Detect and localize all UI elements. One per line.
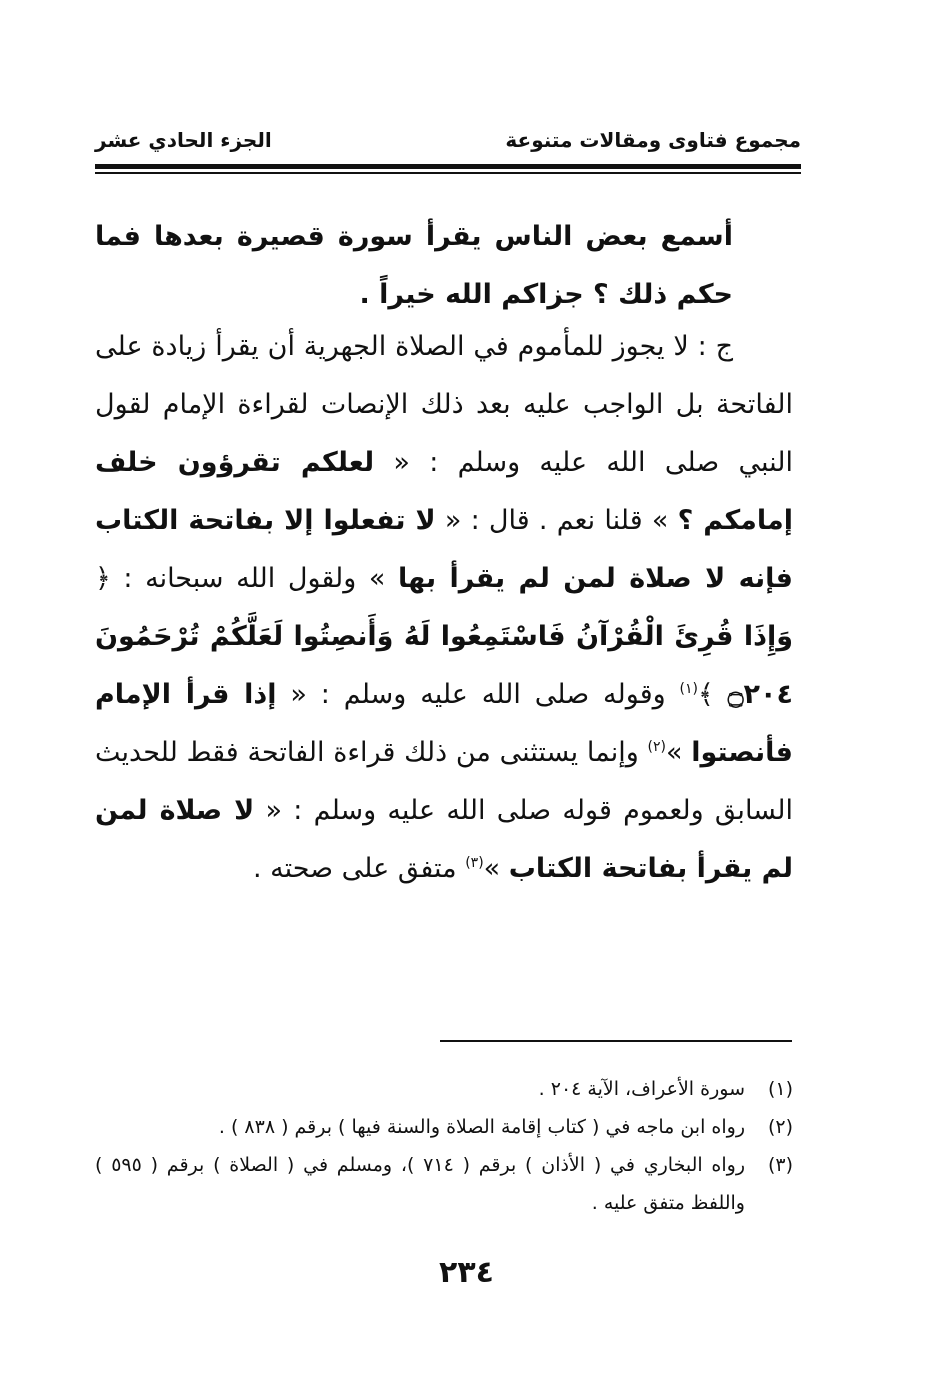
answer-text: » ولقول الله سبحانه : ﴿ [95, 563, 386, 594]
footnote-ref: (٣) [465, 855, 484, 871]
hadith-quote: لا صلاة لمن لم يقرأ بفاتحة الكتاب [95, 795, 793, 884]
footnote-ref: (١) [679, 681, 698, 697]
running-header [95, 128, 801, 158]
answer-text: وقوله صلى الله عليه وسلم : « [290, 679, 666, 710]
footnote-rule [440, 1040, 792, 1042]
question-paragraph: أسمع بعض الناس يقرأ سورة قصيرة بعدها فما حكم ذلك ؟ جزاكم الله خيراً . [95, 221, 733, 310]
answer-text: » [483, 853, 501, 884]
answer-text: » قلنا نعم . قال : « [444, 505, 669, 536]
footnote-text: رواه ابن ماجه في ( كتاب إقامة الصلاة والسنة فيها ) برقم ( ٨٣٨ ) . [218, 1116, 745, 1138]
footnote-number: (٣) [767, 1154, 793, 1176]
header-rule-thick [95, 164, 801, 169]
hadith-quote: لعلكم تقرؤون خلف إمامكم ؟ [95, 447, 793, 536]
answer-text: ج : لا يجوز للمأموم في الصلاة الجهرية أن يقرأ زيادة على الفاتحة بل الواجب عليه بعد ذلك الإنصات لقراءة الإمام لقول النبي صلى الله عليه وسلم : « [95, 331, 793, 478]
page-number: ٢٣٤ [439, 1255, 494, 1290]
footnote-number: (٢) [767, 1116, 793, 1138]
book-title: مجموع فتاوى ومقالات متنوعة [505, 128, 801, 152]
footnote-ref: (٢) [647, 739, 666, 755]
header-rule-thin [95, 172, 801, 174]
quran-verse: وَإِذَا قُرِئَ الْقُرْآنُ فَاسْتَمِعُوا لَهُ وَأَنصِتُوا لَعَلَّكُمْ تُرْحَمُونَ ۝٢٠٤ [95, 621, 793, 710]
answer-text: متفق على صحته . [252, 853, 457, 884]
footnotes [95, 1070, 793, 1222]
volume-title: الجزء الحادي عشر [95, 128, 272, 152]
footnote-text: رواه البخاري في ( الأذان ) برقم ( ٧١٤ )، ومسلم في ( الصلاة ) برقم ( ٥٩٥ ) واللفظ متفق عليه . [95, 1154, 745, 1214]
footnote-number: (١) [767, 1078, 793, 1100]
answer-text: ﴾ [698, 679, 714, 710]
answer-paragraph [95, 318, 793, 898]
footnote [95, 1108, 793, 1146]
footnote-text: سورة الأعراف، الآية ٢٠٤ . [538, 1078, 745, 1100]
answer-text: وإنما يستثنى من ذلك قراءة الفاتحة فقط للحديث السابق ولعموم قوله صلى الله عليه وسلم : « [95, 737, 793, 826]
answer-text: » [665, 737, 683, 768]
footnote [95, 1146, 793, 1222]
hadith-quote: إذا قرأ الإمام فأنصتوا [95, 679, 793, 768]
hadith-quote: لا تفعلوا إلا بفاتحة الكتاب فإنه لا صلاة لمن لم يقرأ بها [95, 505, 793, 594]
footnote [95, 1070, 793, 1108]
